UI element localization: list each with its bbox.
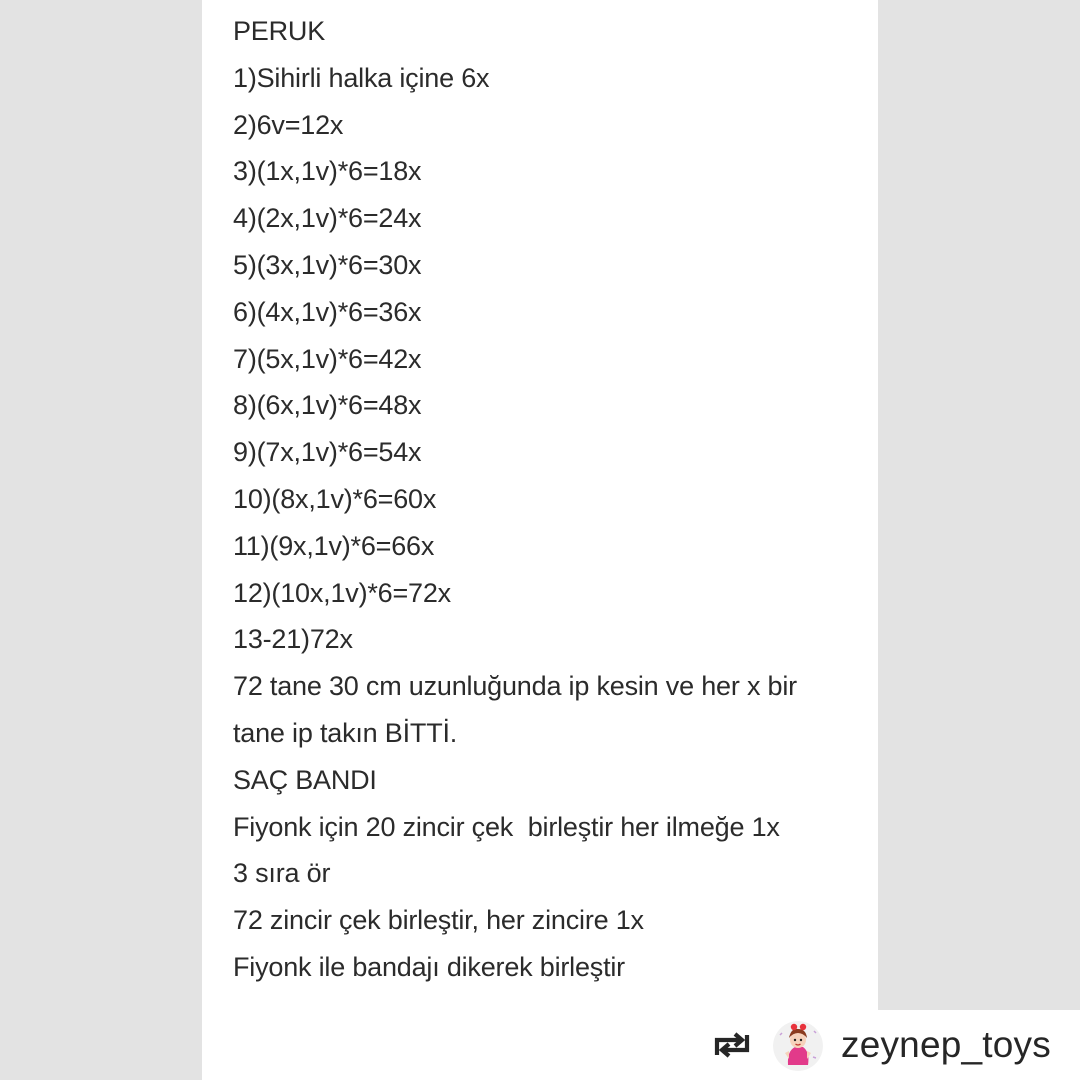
heading-sac-bandi: SAÇ BANDI [233,764,377,795]
pattern-row: 5)(3x,1v)*6=30x [233,249,422,280]
pattern-row: 9)(7x,1v)*6=54x [233,437,422,468]
pattern-row: 3)(1x,1v)*6=18x [233,156,422,187]
instruction-line: tane ip takın BİTTİ. [233,717,458,748]
instruction-line: 3 sıra ör [233,858,331,889]
pattern-row: 1)Sihirli halka içine 6x [233,62,490,93]
repost-icon [711,1029,753,1061]
instruction-line: 72 zincir çek birleştir, her zincire 1x [233,905,644,936]
instruction-line: 72 tane 30 cm uzunluğunda ip kesin ve her x bir [233,671,797,702]
instruction-line: Fiyonk için 20 zincir çek birleştir her ilmeğe 1x [233,811,780,842]
pattern-row: 2)6v=12x [233,109,344,140]
avatar[interactable] [773,1021,823,1071]
pattern-row: 4)(2x,1v)*6=24x [233,203,422,234]
repost-credit [697,1010,1080,1080]
pattern-row: 10)(8x,1v)*6=60x [233,483,437,514]
pattern-row: 6)(4x,1v)*6=36x [233,296,422,327]
document-page [202,0,878,1080]
pattern-row: 8)(6x,1v)*6=48x [233,390,422,421]
pattern-row: 13-21)72x [233,624,353,655]
instruction-line: Fiyonk ile bandajı dikerek birleştir [233,951,625,982]
heading-peruk: PERUK [233,16,326,46]
pattern-text [233,8,797,991]
pattern-row: 11)(9x,1v)*6=66x [233,530,435,561]
pattern-row: 7)(5x,1v)*6=42x [233,343,422,374]
username[interactable]: zeynep_toys [841,1024,1051,1065]
pattern-row: 12)(10x,1v)*6=72x [233,577,451,608]
